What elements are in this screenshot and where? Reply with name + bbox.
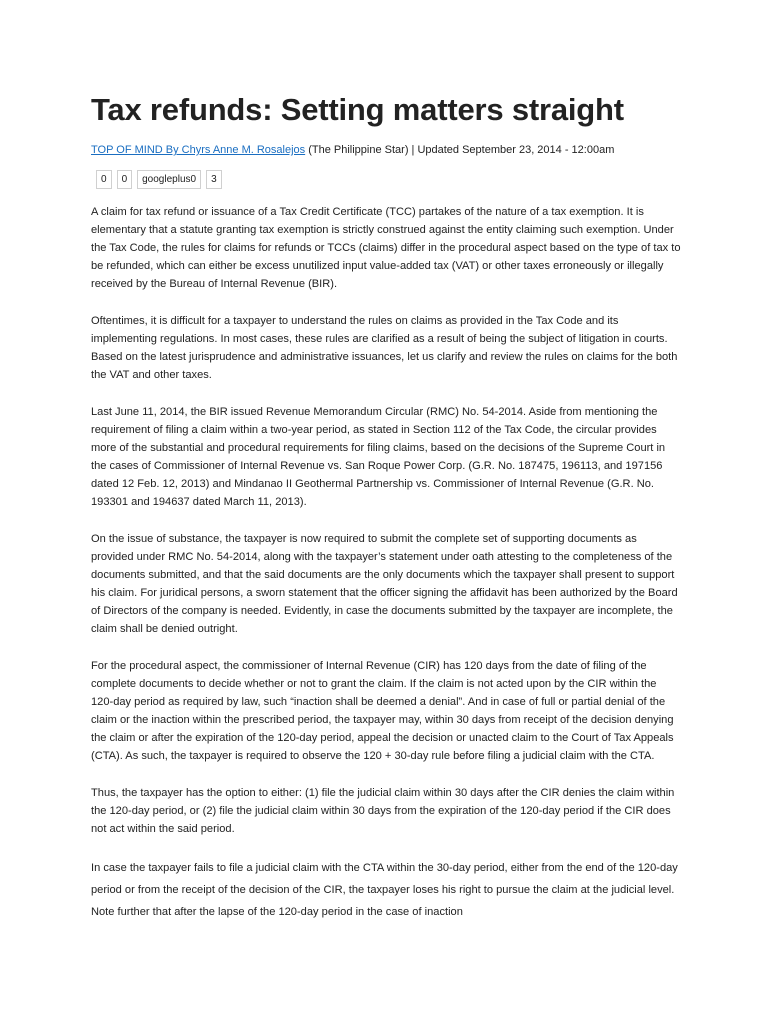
article — [91, 90, 681, 942]
paragraph: A claim for tax refund or issuance of a Tax Credit Certificate (TCC) partakes of the nature of a tax exemption. It is elementary that a statute granting tax exemption is strictly construed against the entity claiming such exemption. Under the Tax Code, the rules for claims for refunds or TCCs (claims) differ in the procedural aspect based on the type of tax to be refunded, which can either be excess unutilized input value-added tax (VAT) or other taxes erroneously or illegally received by the Bureau of Internal Revenue (BIR). — [91, 206, 681, 290]
share-bar — [96, 170, 681, 189]
byline-source-date: (The Philippine Star) | Updated September 23, 2014 - 12:00am — [305, 144, 615, 156]
share-count-other[interactable]: 3 — [206, 170, 222, 189]
byline — [91, 142, 681, 158]
author-link[interactable]: TOP OF MIND By Chyrs Anne M. Rosalejos — [91, 144, 306, 156]
paragraph: Thus, the taxpayer has the option to either: (1) file the judicial claim within 30 days after the CIR denies the claim within the 120-day period, or (2) file the judicial claim within 30 days from the expiration of the 120-day period if the CIR does not act within the said period. — [91, 787, 675, 835]
paragraph: In case the taxpayer fails to file a judicial claim with the CTA within the 30-day period, either from the end of the 120-day period or from the receipt of the decision of the CIR, the taxpayer loses his right to pursue the claim at the judicial level. Note further that after the lapse of the 120-day period in the case of inaction — [91, 862, 678, 918]
paragraph: For the procedural aspect, the commissioner of Internal Revenue (CIR) has 120 days from the date of filing of the complete documents to decide whether or not to grant the claim. If the claim is not acted upon by the CIR within the 120-day period as required by law, such “inaction shall be deemed a denial”. And in case of full or partial denial of the claim or the inaction within the prescribed period, the taxpayer may, within 30 days from receipt of the decision denying the claim or after the expiration of the 120-day period, appeal the decision or unacted claim to the Court of Tax Appeals (CTA). As such, the taxpayer is required to observe the 120 + 30-day rule before filing a judicial claim with the CTA. — [91, 660, 674, 762]
paragraph: On the issue of substance, the taxpayer is now required to submit the complete set of supporting documents as provided under RMC No. 54-2014, along with the taxpayer’s statement under oath attesting to the completeness of the documents submitted, and that the said documents are the only documents which the taxpayer shall present to support his claim. For juridical persons, a sworn statement that the officer signing the affidavit has been authorized by the Board of Directors of the company is needed. Evidently, in case the documents submitted by the taxpayer are incomplete, the claim shall be denied outright. — [91, 533, 678, 635]
paragraph: Oftentimes, it is difficult for a taxpayer to understand the rules on claims as provided in the Tax Code and its implementing regulations. In most cases, these rules are clarified as a result of being the subject of litigation in courts. Based on the latest jurisprudence and administrative issuances, let us clarify and review the rules on claims for the both the VAT and other taxes. — [91, 315, 678, 381]
article-body — [91, 203, 681, 923]
paragraph: Last June 11, 2014, the BIR issued Revenue Memorandum Circular (RMC) No. 54-2014. Aside from mentioning the requirement of filing a claim within a two-year period, as stated in Section 112 of the Tax Code, the circular provides more of the substantial and procedural requirements for filing claims, based on the decisions of the Supreme Court in the cases of Commissioner of Internal Revenue vs. San Roque Power Corp. (G.R. No. 187475, 196113, and 197156 dated 12 Feb. 12, 2013) and Mindanao II Geothermal Partnership vs. Commissioner of Internal Revenue (G.R. No. 193301 and 194637 dated March 11, 2013). — [91, 406, 666, 508]
share-count-facebook[interactable]: 0 — [96, 170, 112, 189]
share-count-twitter[interactable]: 0 — [117, 170, 133, 189]
article-title: Tax refunds: Setting matters straight — [91, 92, 624, 127]
share-googleplus[interactable]: googleplus0 — [137, 170, 201, 189]
